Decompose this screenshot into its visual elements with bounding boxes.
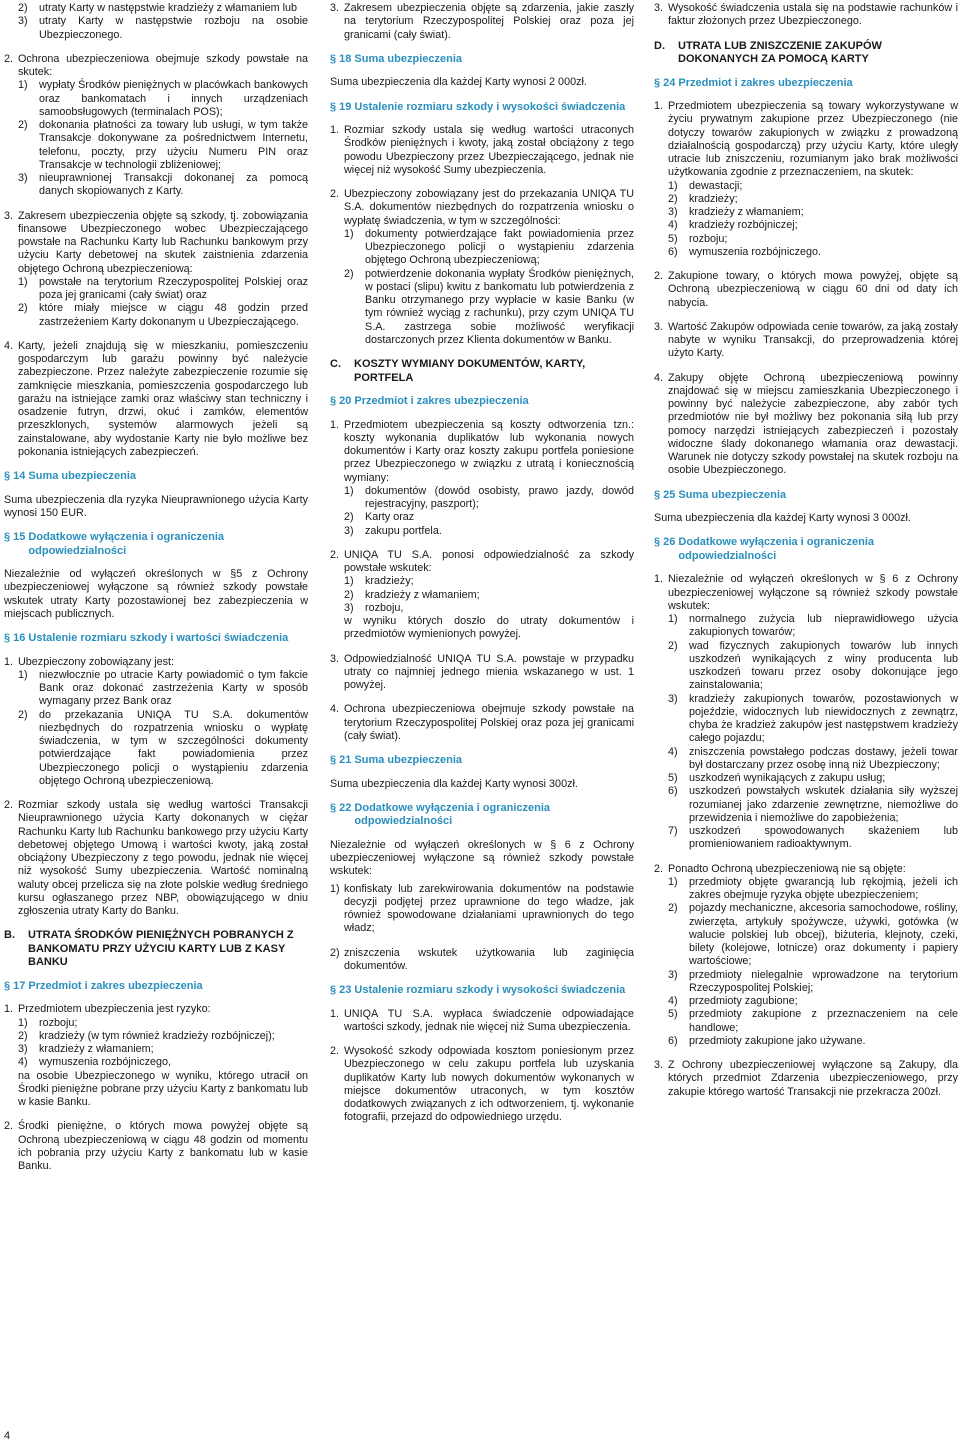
paragraph-number: § 19 — [330, 100, 352, 113]
item-text: dokonania płatności za towary lub usługi, w tym także Transakcje dokonywane za pośrednictwem Internetu, telefonu, poczty, przy użyciu Numeru PIN oraz Transakcje w technologii zbliżeniowej; — [39, 119, 308, 171]
sub-list-item — [344, 485, 634, 512]
item-text: Zakupione towary, o których mowa powyżej, objęte są Ochroną ubezpieczeniową w ciągu 60 dni od daty ich nabycia. — [668, 270, 958, 309]
item-text: konfiskaty lub zarekwirowania dokumentów na podstawie decyzji podjętej przez uprawnione do tego władze, jak również spowodowane działaniami uprawnionych do tego władz; — [344, 882, 634, 935]
section-heading — [330, 754, 634, 768]
item-number: 1) — [668, 613, 678, 625]
item-number: 1) — [668, 875, 678, 888]
item-text: Ubezpieczony zobowiązany jest do przekazania UNIQA TU S.A. dokumentów niezbędnych do rozpatrzenia wniosku o wypłatę świadczenia, w tym w szczególności: — [344, 188, 634, 227]
sub-list-item — [18, 1043, 308, 1056]
section-heading — [4, 531, 308, 558]
sub-list-item — [344, 575, 634, 588]
sub-list-item — [18, 1017, 308, 1030]
list-item — [330, 419, 634, 538]
sub-list-item — [344, 602, 634, 615]
list-item — [4, 2, 308, 42]
item-text: Z Ochrony ubezpieczeniowej wyłączone są Zakupy, dla których przedmiot Zdarzenia ubezpieczeniowego, przy zakupie którego wartość Transakcji nie przekracza 200zł. — [668, 1059, 958, 1098]
item-number: 2. — [330, 188, 340, 200]
item-text: kradzieży rozbójniczej; — [689, 219, 798, 232]
item-number: 1. — [654, 100, 664, 112]
item-text: Zakupy objęte Ochroną ubezpieczeniową powinny znajdować się w miejscu zamieszkania Ubezpieczonego i powinny być należycie zabezpieczone, aby zabór tych przedmiotów nie był możliwy bez pokonania siłą lub przy pomocy narzędzi istniejących zabezpieczeń i pozostały widoczne ślady dokonanego włamania oraz dewastacji. Warunek nie dotyczy szkody powstałej na skutek rozboju na osobie Ubezpieczonego. — [668, 371, 958, 477]
list-item — [330, 1008, 634, 1035]
list-item — [330, 188, 634, 347]
item-number: 4. — [654, 371, 664, 384]
sub-list-item — [668, 1035, 958, 1048]
item-number: 2) — [344, 267, 354, 280]
list-item — [654, 100, 958, 259]
numbered-list — [4, 2, 308, 42]
item-number: 7) — [668, 825, 678, 837]
item-text: Ochrona ubezpieczeniowa obejmuje szkody powstałe na skutek: — [18, 52, 308, 78]
item-text: kradzieży; — [689, 192, 738, 205]
sub-list-item — [668, 246, 958, 259]
numbered-list — [4, 53, 308, 459]
sub-list-item — [18, 119, 308, 172]
item-text: Karty oraz — [365, 511, 415, 524]
sub-list — [18, 276, 308, 329]
item-number: 2. — [4, 799, 14, 811]
numbered-list — [330, 419, 634, 744]
item-number: 3) — [18, 172, 28, 184]
paragraph-number: § 16 — [4, 632, 26, 644]
sub-list — [18, 2, 308, 42]
item-text: zakupu portfela. — [365, 524, 442, 537]
item-number: 2. — [654, 862, 664, 875]
item-text: Wartość Zakupów odpowiada cenie towarów, za jaką zostały nabyte w wyniku Transakcji, do przeprowadzenia której użyto Karty. — [668, 320, 958, 360]
paragraph-number: § 26 — [654, 536, 676, 549]
sub-list-item — [18, 1056, 308, 1069]
list-item — [330, 124, 634, 177]
paragraph-number: § 14 — [4, 470, 26, 482]
item-text: przedmioty objęte gwarancją lub rękojmią, jeżeli ich zakres obejmuje ryzyka objęte ubezpieczeniem; — [689, 875, 958, 901]
item-number: 2) — [18, 2, 28, 14]
item-number: 1) — [344, 484, 354, 497]
list-item — [654, 372, 958, 478]
item-continuation: na osobie Ubezpieczonego w wyniku, którego utracił on Środki pieniężne pobrane przy użyciu Karty z bankomatu lub w kasie Banku. — [18, 1069, 308, 1108]
item-text: Rozmiar szkody ustala się według wartości Transakcji Nieuprawnionego użycia Karty dokonanych w ciężar Rachunku Karty lub Rachunku bankowego przy użyciu Karty debetowej objętego Umową i wartości kwoty, jaką został obciążony Ubezpieczony z tego powodu, jednak nie więcej niż wysokość Sumy ubezpieczenia. Wartość nominalną waluty obcej przelicza się na złote polskie według średniego kursu ogłaszanego przez NBP, obowiązującego w dniu zgłoszenia utraty Karty do Banku. — [18, 799, 308, 917]
section-heading — [330, 101, 634, 115]
paragraph-number: § 25 — [654, 488, 676, 501]
heading-text: Dodatkowe wyłączenia i ograniczenia odpowiedzialności — [354, 801, 551, 828]
numbered-list — [330, 2, 634, 42]
item-number: 3) — [18, 15, 28, 28]
item-number: 2. — [4, 1120, 14, 1133]
item-text: uszkodzeń wynikających z zakupu usług; — [689, 772, 886, 784]
sub-list-item — [668, 693, 958, 746]
item-number: 1) — [344, 227, 354, 240]
paragraph-number: § 17 — [4, 979, 26, 992]
list-item — [330, 703, 634, 743]
heading-text: Suma ubezpieczenia — [354, 52, 463, 65]
item-text: wad fizycznych zakupionych towarów lub innych uszkodzeń wynikających z winy producenta lub uszkodzeń towaru przez osoby dokonujące jego zainstalowania; — [689, 639, 958, 692]
item-text: uszkodzeń spowodowanych skażeniem lub promieniowaniem radioaktywnym. — [689, 825, 958, 851]
heading-text: Dodatkowe wyłączenia i ograniczenia odpowiedzialności — [28, 531, 225, 557]
item-number: 3) — [668, 692, 678, 705]
paragraph-number: § 24 — [654, 76, 676, 89]
numbered-list — [4, 1003, 308, 1173]
sub-list-item — [668, 785, 958, 825]
item-text: powstałe na terytorium Rzeczypospolitej Polskiej oraz poza jej granicami (cały świat) oraz — [39, 275, 308, 301]
item-text: UNIQA TU S.A. ponosi odpowiedzialność za szkody powstałe wskutek: — [344, 548, 634, 574]
list-item — [654, 270, 958, 310]
sub-list-item — [668, 995, 958, 1008]
section-heading — [4, 632, 308, 646]
paragraph-number: § 21 — [330, 754, 352, 766]
section-heading — [654, 77, 958, 91]
paragraph: Niezależnie od wyłączeń określonych w §5 z Ochrony ubezpieczeniowej wyłączone są również szkody powstałe wskutek utraty Karty pozostawionej bez zabezpieczenia w miejscach publicznych. — [4, 568, 308, 620]
item-continuation: w wyniku których doszło do utraty dokumentów i przedmiotów wymienionych powyżej. — [344, 615, 634, 641]
sub-list — [344, 485, 634, 538]
numbered-list — [4, 656, 308, 919]
item-number: 1. — [4, 1003, 14, 1016]
item-text: kradzieży z włamaniem; — [365, 588, 480, 601]
item-number: 4) — [668, 995, 678, 1007]
heading-text: Suma ubezpieczenia — [354, 754, 463, 766]
sub-list-item — [668, 876, 958, 903]
item-text: pojazdy mechaniczne, akcesoria samochodowe, rośliny, zwierzęta, artykuły spożywcze, używki, gotówka (w walucie polskiej lub obcej), biżuteria, klejnoty, czeki, bilety (kolejowe, lotnicze) oraz dokumenty i papiery wartościowe; — [689, 902, 958, 968]
item-text: zniszczenia wskutek użytkowania lub zaginięcia dokumentów. — [344, 946, 634, 972]
section-heading — [4, 980, 308, 994]
item-text: Zakresem ubezpieczenia objęte są zdarzenia, jakie zaszły na terytorium Rzeczypospolitej Polskiej oraz poza jej granicami (cały świat). — [344, 2, 634, 41]
sub-list — [668, 876, 958, 1048]
chapter-letter: B. — [4, 929, 15, 942]
sub-list-item — [18, 2, 308, 15]
item-number: 2) — [18, 708, 28, 721]
item-number: 2) — [18, 302, 28, 315]
sub-list-item — [18, 1030, 308, 1043]
sub-list-item — [18, 709, 308, 789]
item-number: 2) — [18, 1029, 28, 1042]
sub-list-item — [18, 276, 308, 303]
sub-list-item — [668, 219, 958, 232]
section-heading — [330, 53, 634, 67]
page-number: 4 — [4, 1430, 11, 1442]
item-number: 2) — [668, 639, 678, 652]
item-text: przedmioty zagubione; — [689, 995, 798, 1007]
chapter-title: UTRATA LUB ZNISZCZENIE ZAKUPÓW DOKONANYCH ZA POMOCĄ KARTY — [678, 39, 882, 65]
sub-list — [18, 669, 308, 788]
item-number: 1. — [330, 418, 340, 431]
item-text: Wysokość świadczenia ustala się na podstawie rachunków i faktur złożonych przez Ubezpieczonego. — [668, 2, 958, 28]
section-heading — [330, 395, 634, 409]
item-number: 2) — [344, 511, 354, 524]
item-text: Przedmiotem ubezpieczenia są towary wykorzystywane w życiu prywatnym zakupione przez Ubezpieczonego (nie dotyczy towarów zakupionych w związku z prowadzoną działalnością gospodarczą) przy użyciu Karty, które uległy utracie lub zniszczeniu, rozumianym jako brak możliwości użytkowania zgodnie z przeznaczeniem, na skutek: — [668, 100, 958, 179]
list-item — [4, 799, 308, 918]
item-text: Ponadto Ochroną ubezpieczeniową nie są objęte: — [668, 862, 906, 875]
sub-list-item — [668, 969, 958, 996]
item-text: kradzieży zakupionych towarów, pozostawionych w pojeździe, widocznych lub niewidocznych z zewnątrz, chyba że kradzież zakupów jest następstwem kradzieży całego pojazdu; — [689, 692, 958, 745]
item-number: 3) — [668, 206, 678, 218]
list-item — [654, 863, 958, 1049]
item-number: 1) — [18, 1016, 28, 1029]
paragraph: Niezależnie od wyłączeń określonych w § 6 z Ochrony ubezpieczeniowej wyłączone są również szkody powstałe wskutek: — [330, 838, 634, 878]
list-item — [654, 321, 958, 361]
sub-list-item — [18, 172, 308, 199]
item-number: 1. — [330, 124, 340, 136]
item-number: 3) — [668, 968, 678, 981]
sub-list-item — [668, 772, 958, 785]
item-number: 2) — [668, 902, 678, 915]
item-number: 2) — [330, 946, 340, 959]
item-text: potwierdzenie dokonania wypłaty Środków pieniężnych, w postaci (slipu) kwitu z bankomatu lub potwierdzenia z Banku otrzymanego przy wypłacie w kasie Banku (w tym również wyciąg z rachunku), przy czym UNIQA TU S.A. zastrzega sobie możliwość weryfikacji dostarczonych przez Klienta dokumentów w Banku. — [365, 267, 634, 346]
sub-list-item — [668, 233, 958, 246]
item-text: Środki pieniężne, o których mowa powyżej objęte są Ochroną ubezpieczeniową w ciągu 48 godzin od momentu ich pobrania przy użyciu Karty z bankomatu lub w kasie Banku. — [18, 1120, 308, 1172]
sub-list — [668, 180, 958, 260]
list-item — [4, 1120, 308, 1173]
item-number: 4) — [668, 745, 678, 758]
sub-list-item — [344, 228, 634, 268]
item-text: utraty Karty w następstwie kradzieży z włamaniem lub — [39, 2, 298, 14]
item-text: rozboju; — [689, 232, 728, 245]
heading-text: Suma ubezpieczenia — [28, 470, 137, 482]
list-item — [4, 656, 308, 789]
sub-list — [344, 228, 634, 347]
heading-text: Przedmiot i zakres ubezpieczenia — [28, 979, 203, 992]
list-item — [330, 549, 634, 642]
sub-list-item — [668, 206, 958, 219]
numbered-list — [330, 1008, 634, 1125]
chapter-heading — [330, 358, 634, 385]
sub-list-item — [668, 180, 958, 193]
item-number: 3. — [654, 2, 664, 14]
list-item — [4, 1003, 308, 1109]
item-text: nieuprawnionej Transakcji dokonanej za pomocą danych skopiowanych z Karty. — [39, 172, 308, 198]
item-number: 1. — [654, 573, 664, 586]
item-number: 5) — [668, 232, 678, 245]
sub-list-item — [18, 79, 308, 119]
list-item — [330, 883, 634, 936]
item-text: Odpowiedzialność UNIQA TU S.A. powstaje w przypadku utraty co najmniej jednego mienia wskazanego w ust. 1 powyżej. — [344, 652, 634, 691]
sub-list-item — [344, 268, 634, 348]
section-heading — [330, 802, 634, 829]
item-text: Karty, jeżeli znajdują się w mieszkaniu, pomieszczeniu gospodarczym lub garażu powinny być należycie zabezpieczone. Przez należyte zabezpieczenie rozumie się zamknięcie mieszkania, pomieszczenia gospodarczego lub garażu na istniejące zamki oraz właściwy stan techniczny i osadzenie futryn, drzwi, okuć i zamków, elementów przeszklonych, systemów alarmowych jeżeli są zainstalowane, aby wydostanie Karty nie było możliwe bez pokonania istniejących zabezpieczeń. — [18, 339, 308, 458]
heading-text: Dodatkowe wyłączenia i ograniczenia odpowiedzialności — [678, 536, 875, 562]
item-number: 2) — [18, 119, 28, 131]
paragraph: Suma ubezpieczenia dla każdej Karty wynosi 2 000zł. — [330, 76, 587, 89]
sub-list — [344, 575, 634, 615]
sub-list-item — [668, 825, 958, 852]
column-middle — [330, 2, 634, 1136]
sub-list-item — [18, 15, 308, 42]
item-text: dewastacji; — [689, 179, 743, 192]
item-number: 5) — [668, 772, 678, 784]
item-number: 3) — [344, 524, 354, 537]
item-text: UNIQA TU S.A. wypłaca świadczenie odpowiadające wartości szkody, jednak nie więcej niż Suma ubezpieczenia. — [344, 1007, 634, 1033]
item-text: Przedmiotem ubezpieczenia jest ryzyko: — [18, 1003, 211, 1016]
item-text: wymuszenia rozbójniczego. — [689, 245, 822, 258]
item-number: 1) — [18, 275, 28, 288]
item-number: 3. — [330, 2, 340, 14]
item-number: 1. — [330, 1007, 340, 1020]
chapter-title: UTRATA ŚRODKÓW PIENIĘŻNYCH POBRANYCH Z BANKOMATU PRZY UŻYCIU KARTY LUB Z KASY BANKU — [28, 929, 294, 969]
item-text: normalnego zużycia lub nieprawidłowego użycia zakupionych towarów; — [689, 613, 958, 639]
item-text: Rozmiar szkody ustala się według wartości utraconych Środków pieniężnych i kwoty, jaką został obciążony z tego powodu Ubezpieczony przez Ubezpieczającego, jednak nie więcej niż wysokość Sumy ubezpieczenia. — [344, 124, 634, 176]
list-item — [330, 947, 634, 974]
item-number: 3) — [18, 1043, 28, 1055]
item-text: przedmioty zakupione jako używane. — [689, 1034, 866, 1047]
item-text: rozboju; — [39, 1016, 78, 1029]
section-heading — [654, 536, 958, 563]
paragraph-number: § 18 — [330, 52, 352, 65]
item-text: Ochrona ubezpieczeniowa obejmuje szkody powstałe na terytorium Rzeczypospolitej Polskiej oraz poza jej granicami (cały świat). — [344, 703, 634, 742]
heading-text: Suma ubezpieczenia — [678, 488, 787, 501]
item-text: Ubezpieczony zobowiązany jest: — [18, 655, 175, 668]
item-text: przedmioty zakupione z przeznaczeniem na cele handlowe; — [689, 1008, 958, 1034]
item-text: Niezależnie od wyłączeń określonych w § 6 z Ochrony ubezpieczeniowej wyłączone są również szkody powstałe wskutek: — [668, 573, 958, 612]
section-heading — [330, 984, 634, 998]
sub-list-item — [668, 613, 958, 640]
heading-text: Ustalenie rozmiaru szkody i wysokości świadczenia — [354, 984, 626, 996]
item-text: Przedmiotem ubezpieczenia są koszty odtworzenia tzn.: koszty wykonania duplikatów lub wykonania nowych dokumentów i Karty oraz koszty zakupu portfela poniesione przez Ubezpieczonego w związku z utratą i koniecznością wymiany: — [344, 418, 634, 484]
item-text: dokumenty potwierdzające fakt powiadomienia przez Ubezpieczonego policji o wystąpieniu zdarzenia objętego Ochroną ubezpieczeniową; — [365, 227, 634, 267]
heading-text: Ustalenie rozmiaru szkody i wysokości świadczenia — [354, 100, 626, 113]
item-text: kradzieży (w tym również kradzieży rozbójniczej); — [39, 1029, 275, 1042]
item-number: 6) — [668, 785, 678, 798]
chapter-letter: D. — [654, 39, 665, 52]
item-number: 5) — [668, 1008, 678, 1021]
numbered-list — [330, 883, 634, 974]
item-text: zniszczenia powstałego podczas dostawy, jeżeli towar był dostarczany przez osobę inną niż Ubezpieczony; — [689, 745, 958, 771]
column-left — [4, 2, 308, 1184]
item-text: przedmioty nielegalnie wprowadzone na terytorium Rzeczypospolitej Polskiej; — [689, 968, 958, 994]
list-item — [4, 210, 308, 329]
numbered-list — [654, 100, 958, 478]
item-number: 4) — [668, 219, 678, 232]
item-number: 6) — [668, 245, 678, 258]
item-number: 3) — [344, 601, 354, 614]
item-text: dokumentów (dowód osobisty, prawo jazdy, dowód rejestracyjny, paszport); — [365, 484, 634, 510]
item-text: Wysokość szkody odpowiada kosztom poniesionym przez Ubezpieczonego w celu zakupu portfela lub uzyskania duplikatów Karty lub nowych dokumentów wykonanych w miejsce dokumentów utraconych, w tym kosztów dodatkowych związanych z ich odtworzeniem, tj. wykonanie fotografii, przejazd do odpowiedniego urzędu. — [344, 1045, 634, 1124]
sub-list-item — [344, 589, 634, 602]
sub-list-item — [18, 669, 308, 709]
item-number: 3. — [654, 1059, 664, 1071]
section-heading — [654, 489, 958, 503]
item-number: 2. — [330, 548, 340, 561]
item-number: 6) — [668, 1034, 678, 1047]
sub-list — [668, 613, 958, 852]
item-number: 1. — [4, 655, 14, 668]
item-number: 3. — [330, 652, 340, 665]
paragraph: Suma ubezpieczenia dla każdej Karty wynosi 3 000zł. — [654, 512, 911, 524]
item-number: 1) — [668, 179, 678, 192]
numbered-list — [654, 573, 958, 1099]
sub-list-item — [344, 511, 634, 524]
paragraph-number: § 22 — [330, 801, 352, 814]
sub-list-item — [668, 193, 958, 206]
section-heading — [4, 470, 308, 484]
item-text: do przekazania UNIQA TU S.A. dokumentów niezbędnych do rozpatrzenia wniosku o wypłatę świadczenia, w tym w szczególności dokumenty potwierdzające fakt powiadomienia przez Ubezpieczonego policji o wystąpieniu zdarzenia objętego Ochroną ubezpieczeniową. — [39, 708, 308, 787]
item-text: Zakresem ubezpieczenia objęte są szkody, tj. zobowiązania finansowe Ubezpieczonego wobec Ubezpieczającego powstałe na Rachunku Karty lub Rachunku bankowym przy użyciu Karty debetowej na skutek zaistnienia zdarzenia objętego Ochroną ubezpieczeniową: — [18, 209, 308, 275]
item-text: które miały miejsce w ciągu 48 godzin przed zastrzeżeniem Karty dokonanym u Ubezpieczającego. — [39, 302, 308, 328]
list-item — [4, 340, 308, 459]
list-item — [330, 653, 634, 693]
list-item — [4, 53, 308, 199]
item-number: 2. — [654, 270, 664, 282]
item-number: 4) — [18, 1056, 28, 1069]
item-text: niezwłocznie po utracie Karty powiadomić o tym fakcie Bank oraz dokonać zastrzeżenia Karty w sposób wymagany przez Bank oraz — [39, 668, 308, 708]
numbered-list — [330, 124, 634, 347]
item-number: 4. — [330, 703, 340, 716]
column-right — [654, 2, 958, 1110]
heading-text: Przedmiot i zakres ubezpieczenia — [354, 395, 529, 407]
chapter-title: KOSZTY WYMIANY DOKUMENTÓW, KARTY, PORTFELA — [354, 358, 586, 384]
chapter-heading — [654, 40, 958, 67]
item-number: 3. — [4, 209, 14, 222]
sub-list-item — [668, 640, 958, 693]
item-text: uszkodzeń powstałych wskutek działania siły wyższej rozumianej jako zdarzenie zewnętrzne, niemożliwe do przewidzenia i niemożliwe do zapobieżenia; — [689, 785, 958, 824]
item-number: 1) — [344, 575, 354, 588]
item-number: 3. — [654, 320, 664, 333]
item-text: wymuszenia rozbójniczego, — [39, 1056, 172, 1069]
item-text: rozboju, — [365, 601, 404, 614]
sub-list-item — [668, 746, 958, 773]
paragraph-number: § 15 — [4, 531, 26, 543]
sub-list — [18, 79, 308, 198]
chapter-letter: C. — [330, 358, 341, 370]
chapter-heading — [4, 929, 308, 970]
list-item — [654, 2, 958, 29]
item-text: kradzieży; — [365, 575, 414, 588]
list-item — [330, 1045, 634, 1125]
item-number: 2) — [344, 588, 354, 601]
list-item — [654, 573, 958, 851]
item-text: kradzieży z włamaniem; — [689, 206, 804, 218]
item-number: 4. — [4, 339, 14, 352]
list-item — [654, 1059, 958, 1099]
item-number: 1) — [330, 882, 340, 895]
paragraph-number: § 23 — [330, 984, 352, 996]
item-number: 2) — [668, 192, 678, 205]
sub-list-item — [668, 902, 958, 968]
paragraph: Suma ubezpieczenia dla każdej Karty wynosi 300zł. — [330, 777, 578, 790]
item-text: wypłaty Środków pieniężnych w placówkach bankowych oraz bankomatach i innych urządzeniach samoobsługowych (terminalach POS); — [39, 79, 308, 118]
item-number: 2. — [4, 52, 14, 65]
heading-text: Ustalenie rozmiaru szkody i wartości świadczenia — [28, 632, 289, 644]
sub-list-item — [668, 1008, 958, 1035]
paragraph: Suma ubezpieczenia dla ryzyka Nieuprawnionego użycia Karty wynosi 150 EUR. — [4, 493, 308, 519]
item-number: 1) — [18, 79, 28, 92]
item-text: utraty Karty w następstwie rozboju na osobie Ubezpieczonego. — [39, 15, 308, 41]
heading-text: Przedmiot i zakres ubezpieczenia — [678, 76, 853, 89]
item-number: 1) — [18, 668, 28, 681]
item-text: kradzieży z włamaniem; — [39, 1043, 154, 1055]
list-item — [330, 2, 634, 42]
sub-list-item — [18, 302, 308, 329]
sub-list — [18, 1017, 308, 1070]
numbered-list — [654, 2, 958, 29]
item-number: 2. — [330, 1045, 340, 1057]
sub-list-item — [344, 525, 634, 538]
paragraph-number: § 20 — [330, 395, 352, 407]
